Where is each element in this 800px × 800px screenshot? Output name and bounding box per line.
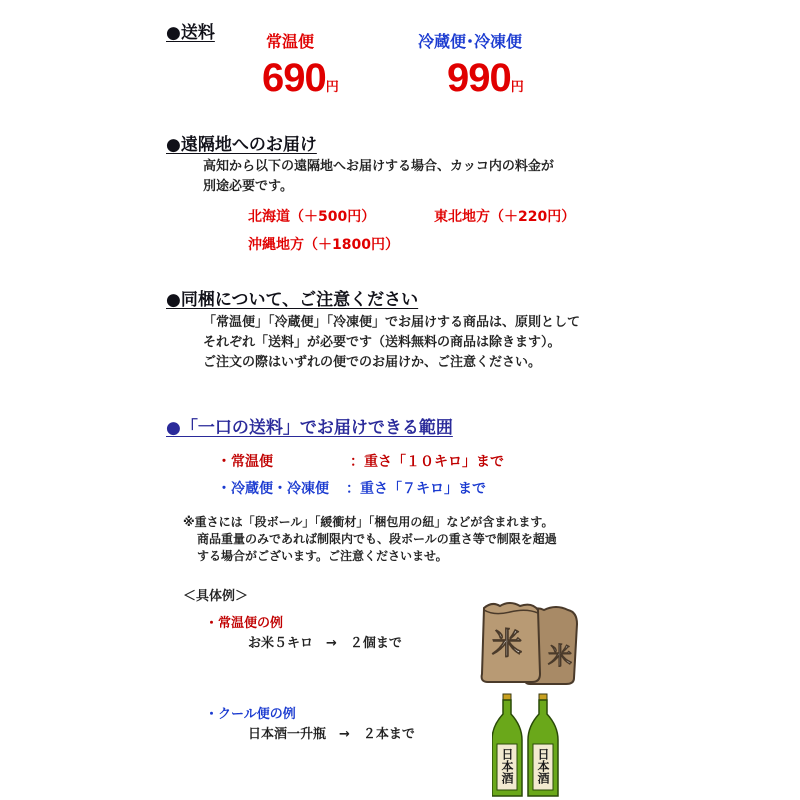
bundle-line-1: 「常温便」「冷蔵便」「冷凍便」でお届けする商品は、原則として (203, 315, 581, 330)
rice-bag-back-text: 米 (548, 642, 572, 670)
region-hokkaido: 北海道（＋500円） (248, 209, 376, 225)
sake-right-label: 日本酒 (536, 748, 550, 784)
range-heading: ●「一口の送料」でお届けできる範囲 (166, 418, 453, 438)
normal-price-value: 690 (262, 56, 326, 100)
shipping-heading: ●送料 (166, 23, 215, 43)
bundle-line-3: ご注文の際はいずれの便でのお届けか、ご注意ください。 (203, 355, 542, 370)
rice-bags-illustration (478, 598, 582, 688)
cool-price-value: 990 (447, 56, 511, 100)
examples-heading: ＜具体例＞ (183, 589, 249, 604)
bundle-heading: ●同梱について、ご注意ください (166, 290, 419, 310)
rice-bag-front-text: 米 (492, 627, 522, 662)
note-line-2: 商品重量のみであれば制限内でも、段ボールの重さ等で制限を超過 (197, 532, 557, 546)
remote-heading: ●遠隔地へのお届け (166, 135, 317, 155)
cool-example-title: ・クール便の例 (205, 707, 296, 722)
cool-price-unit: 円 (510, 80, 524, 95)
normal-price-unit: 円 (325, 80, 339, 95)
sake-left-label: 日本酒 (500, 748, 514, 784)
remote-line-1: 高知から以下の遠隔地へお届けする場合、カッコ内の料金が (203, 159, 554, 174)
sake-bottle-left (492, 694, 522, 796)
bundle-line-2: それぞれ「送料」が必要です（送料無料の商品は除きます）。 (203, 335, 561, 350)
rice-bag-front (482, 603, 540, 682)
sake-bottle-right (528, 694, 558, 796)
normal-example-item: お米５キロ → ２個まで (248, 636, 402, 651)
cool-example-item: 日本酒一升瓶 → ２本まで (248, 727, 415, 742)
range-normal-label: ・常温便 (217, 454, 273, 470)
normal-example-title: ・常温便の例 (205, 616, 284, 631)
note-line-1: ※重さには「段ボール」「緩衝材」「梱包用の紐」などが含まれます。 (183, 515, 554, 529)
sake-bottles-illustration (492, 692, 572, 800)
normal-price (262, 56, 339, 101)
note-line-3: する場合がございます。ご注意くださいませ。 (197, 549, 448, 563)
region-okinawa: 沖縄地方（＋1800円） (248, 237, 399, 253)
range-cool-label: ・冷蔵便・冷凍便 (217, 481, 329, 497)
remote-line-2: 別途必要です。 (203, 179, 293, 194)
cool-shipping-label: 冷蔵便･冷凍便 (418, 32, 523, 51)
cool-price (447, 56, 524, 101)
range-cool-value: ：重さ「７キロ」まで (346, 481, 486, 497)
range-normal-value: ：重さ「１０キロ」まで (350, 454, 504, 470)
normal-shipping-label: 常温便 (266, 32, 315, 51)
region-tohoku: 東北地方（＋220円） (434, 209, 576, 225)
